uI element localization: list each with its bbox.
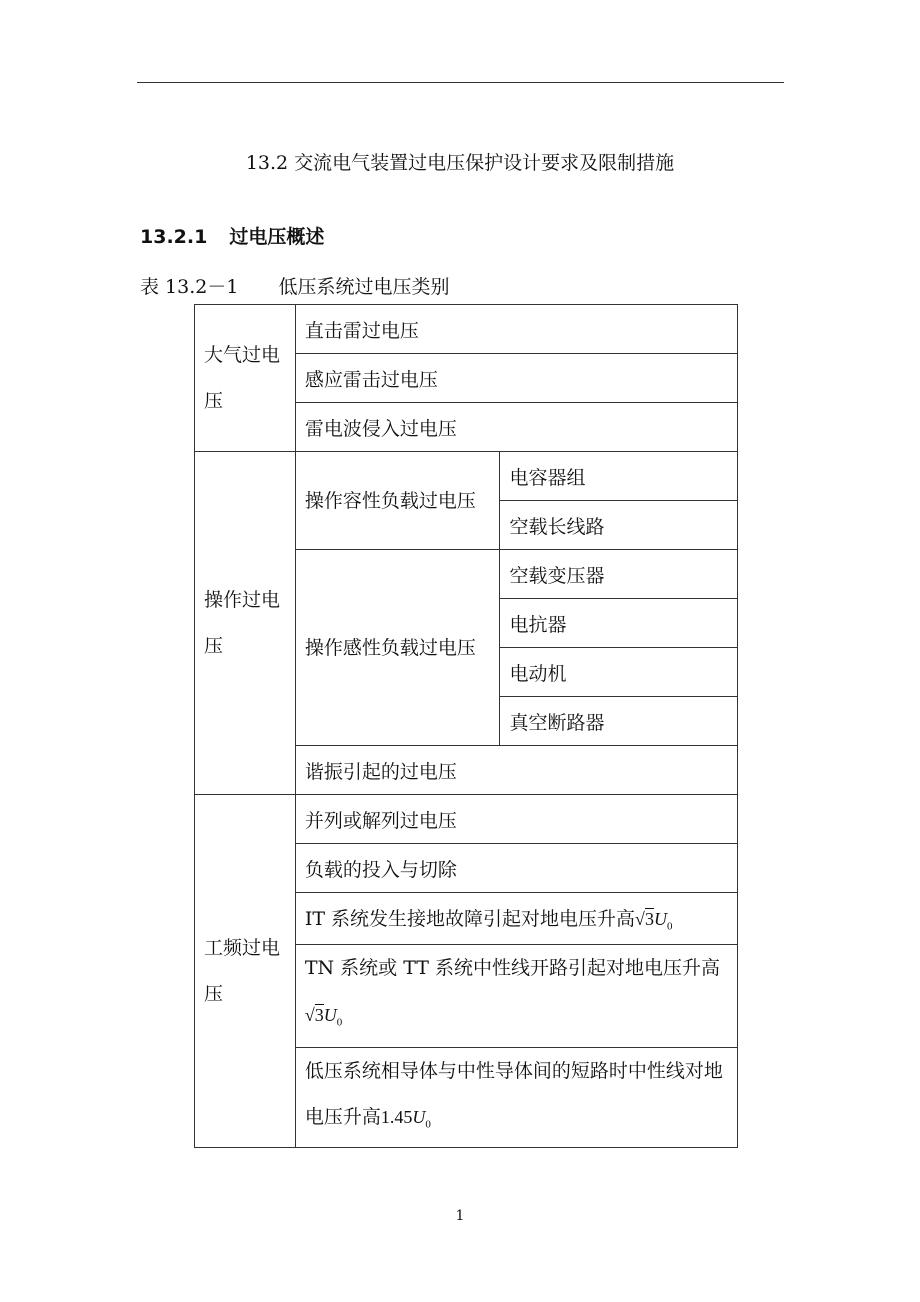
subsection-number: 13.2.1 xyxy=(140,226,208,248)
formula-subscript: 0 xyxy=(666,920,673,933)
category-atmospheric: 大气过电压 xyxy=(195,305,296,452)
table-cell xyxy=(295,893,737,945)
formula-variable: U xyxy=(653,909,667,930)
table-cell: 电抗器 xyxy=(500,599,738,648)
subsection-heading xyxy=(140,222,324,249)
table-cell: 感应雷击过电压 xyxy=(295,354,737,403)
formula xyxy=(380,1106,431,1131)
table-cell: 直击雷过电压 xyxy=(295,305,737,354)
table-cell: 并列或解列过电压 xyxy=(295,795,737,844)
formula xyxy=(304,1005,343,1029)
sqrt-symbol: √ xyxy=(304,1005,315,1025)
overvoltage-table xyxy=(194,304,738,1148)
section-title: 13.2 交流电气装置过电压保护设计要求及限制措施 xyxy=(245,152,675,174)
table-cell xyxy=(295,1047,737,1148)
table-caption-title: 低压系统过电压类别 xyxy=(278,276,450,298)
table-cell: 空载变压器 xyxy=(500,550,738,599)
table-cell: 谐振引起的过电压 xyxy=(295,746,737,795)
formula-coefficient: 1.45 xyxy=(380,1106,413,1127)
category-switching: 操作过电压 xyxy=(195,452,296,795)
table-row xyxy=(195,305,738,354)
table-cell: 雷电波侵入过电压 xyxy=(295,403,737,452)
subsection-title: 过电压概述 xyxy=(229,226,325,248)
cell-text: IT 系统发生接地故障引起对地电压升高 xyxy=(304,908,636,931)
cell-text: 低压系统相导体与中性导体间的短路时中性线对地电压升高 xyxy=(304,1059,723,1128)
sqrt-symbol: √ xyxy=(635,909,645,930)
table-cell: 空载长线路 xyxy=(500,501,738,550)
table-cell: 电动机 xyxy=(500,648,738,697)
formula-variable: U xyxy=(323,1005,337,1025)
table-row xyxy=(195,795,738,844)
table-caption-number: 表 13.2－1 xyxy=(140,276,239,298)
table-row xyxy=(195,452,738,501)
formula xyxy=(635,909,673,933)
subcategory-capacitive: 操作容性负载过电压 xyxy=(295,452,500,550)
formula-variable: U xyxy=(412,1106,426,1127)
table-cell: 负载的投入与切除 xyxy=(295,844,737,893)
formula-subscript: 0 xyxy=(336,1016,343,1029)
formula-subscript: 0 xyxy=(425,1118,431,1131)
table-caption xyxy=(140,272,449,299)
header-rule xyxy=(137,82,784,83)
category-power-frequency: 工频过电压 xyxy=(195,795,296,1148)
page-number: 1 xyxy=(455,1208,465,1224)
table-cell: 真空断路器 xyxy=(500,697,738,746)
formula-coefficient: 3 xyxy=(314,1005,324,1025)
table-cell xyxy=(295,945,737,1048)
subcategory-inductive: 操作感性负载过电压 xyxy=(295,550,500,746)
formula-coefficient: 3 xyxy=(644,909,654,930)
table-cell: 电容器组 xyxy=(500,452,738,501)
cell-text: TN 系统或 TT 系统中性线开路引起对地电压升高 xyxy=(304,957,720,979)
